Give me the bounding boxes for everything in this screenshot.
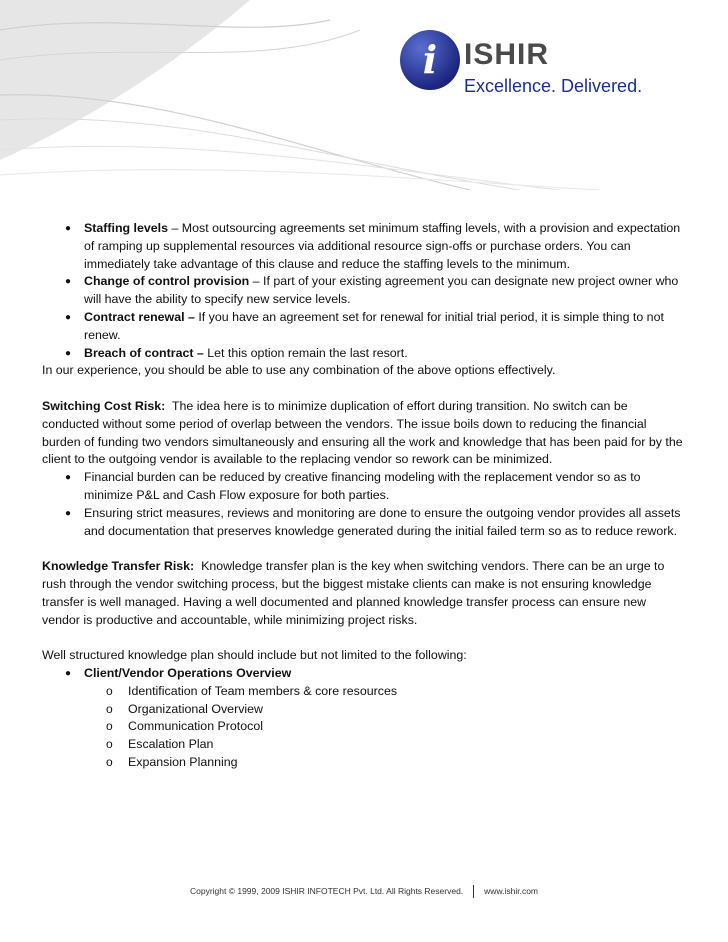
logo-mark-icon [398,28,462,92]
sub-list-item: o Escalation Plan [42,736,687,754]
sub-list-item: o Organizational Overview [42,701,687,719]
page-footer [0,885,728,898]
switching-cost-list [42,469,687,540]
sub-list-item: o Identification of Team members & core resources [42,683,687,701]
list-item: ● Change of control provision – If part of your existing agreement you can designate new project owner who will have the ability to specify new service levels. [42,273,687,309]
list-item: ● Staffing levels – Most outsourcing agreements set minimum staffing levels, with a provision and expectation of ramping up supplemental resources via additional resource sign-offs or purchase orders. You can immediately take advantage of this clause and reduce the staffing levels to the minimum. [42,220,687,273]
company-logo [398,28,658,108]
list-item: ● Ensuring strict measures, reviews and monitoring are done to ensure the outgoing vendor provides all assets and documentation that preserves knowledge generated during the initial failed term so as to reduce rework. [42,505,687,541]
logo-wordmark: ISHIR [464,38,550,71]
list-item: ● Contract renewal – If you have an agreement set for renewal for initial trial period, it is simple thing to not renew. [42,309,687,345]
knowledge-transfer-paragraph: Knowledge Transfer Risk: Knowledge transfer plan is the key when switching vendors. There can be an urge to rush through the vendor switching process, but the biggest mistake clients can make is not ensuring knowledge transfer is well managed. Having a well documented and planned knowledge transfer process can ensure new vendor is productive and accountable, while minimizing project risks. [42,559,665,627]
logo-tagline: Excellence. Delivered. [464,76,643,96]
switching-cost-paragraph: Switching Cost Risk: The idea here is to minimize duplication of effort during transition. No switch can be conducted without some period of overlap between the vendors. The issue boils down to reducing the financial burden of funding two vendors simultaneously and ensuring all the work and knowledge that has been paid for by the client to the outgoing vendor is available to the replacing vendor so rework can be minimized. [42,398,683,467]
knowledge-transfer-label: Knowledge Transfer Risk: [42,559,195,574]
sub-list-item: o Communication Protocol [42,718,687,736]
list-item [42,665,687,772]
document-body [42,220,687,772]
switching-cost-label: Switching Cost Risk: [42,398,166,413]
plan-list [42,665,687,772]
options-list [42,220,687,362]
logo-mark-letter: i [422,37,438,82]
footer-website-link[interactable]: www.ishir.com [484,885,539,896]
plan-sublist [84,683,687,772]
footer-copyright: Copyright © 1999, 2009 ISHIR INFOTECH Pvt. Ltd. All Rights Reserved. [189,885,464,896]
experience-paragraph: In our experience, you should be able to use any combination of the above options effectively. [42,363,556,378]
plan-intro: Well structured knowledge plan should include but not limited to the following: [42,648,467,663]
plan-bullet-heading: Client/Vendor Operations Overview [84,665,292,680]
list-item: ● Breach of contract – Let this option remain the last resort. [42,345,687,363]
sub-list-item: o Expansion Planning [42,754,687,772]
footer-divider [473,885,474,898]
list-item: ● Financial burden can be reduced by creative financing modeling with the replacement vendor so as to minimize P&L and Cash Flow exposure for both parties. [42,469,687,505]
